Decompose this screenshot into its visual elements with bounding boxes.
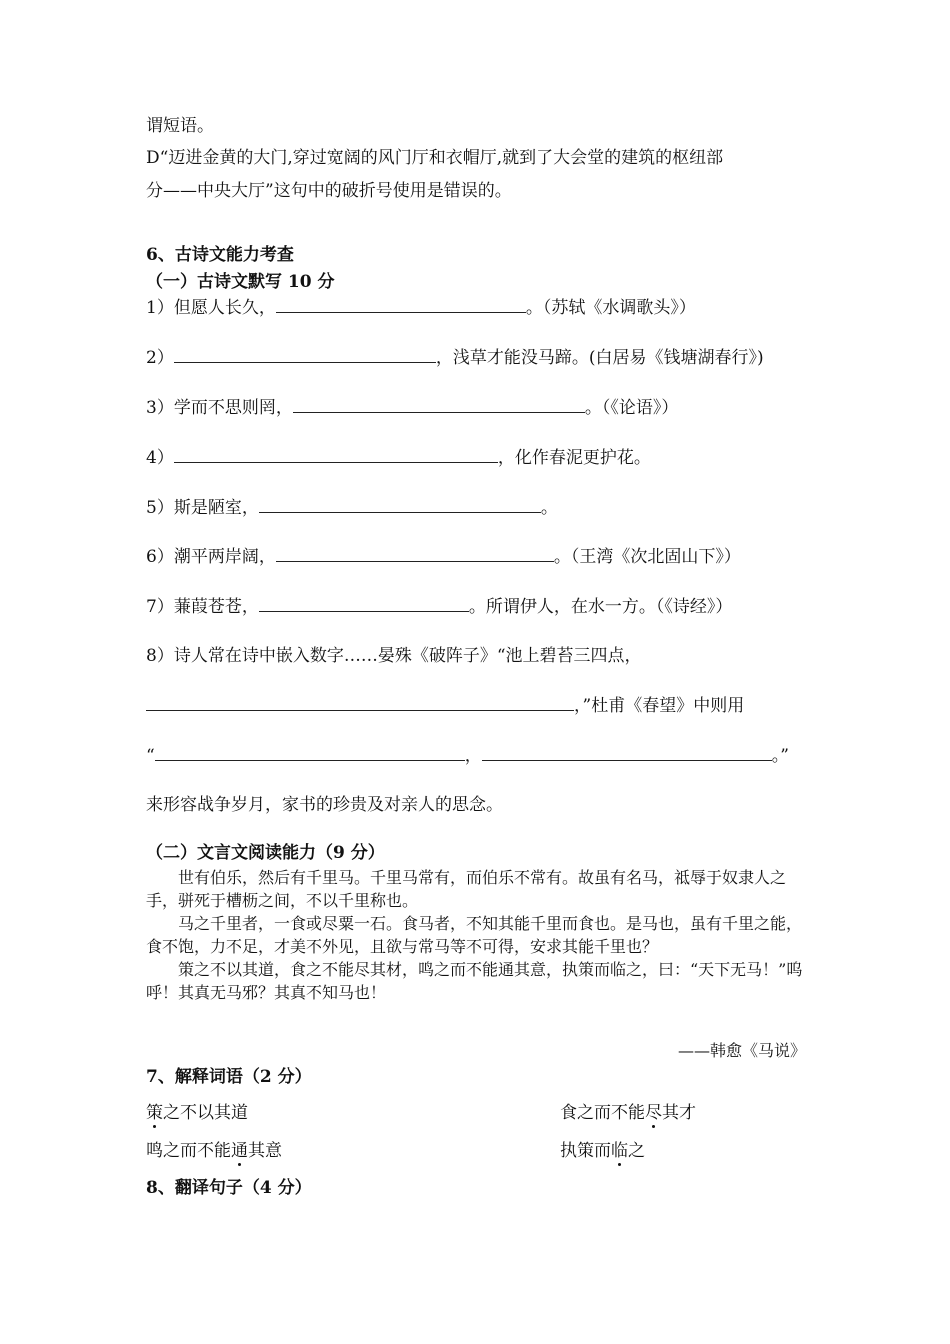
fill-item-6 [146,545,741,568]
answer-blank[interactable] [174,346,436,363]
item-text: 。 [540,498,558,518]
item-text: ，浅草才能没马蹄。(白居易《钱塘湖春行》) [435,348,764,368]
answer-blank[interactable] [276,545,554,562]
fill-item-7 [146,595,732,618]
emphasized-char: 临 [611,1141,628,1161]
fill-item-8-line1: 8）诗人常在诗中嵌入数字……晏殊《破阵子》“池上碧苔三四点， [146,646,642,666]
item-text: 6）潮平两岸阔， [146,547,276,567]
answer-blank[interactable] [174,446,498,463]
fill-item-3 [146,396,678,419]
phrase-text: 食之而不能 [560,1103,645,1123]
fill-item-8-line4: 来形容战争岁月，家书的珍贵及对亲人的思念。 [146,795,503,815]
item-text: 7）蒹葭苍苍， [146,597,259,617]
answer-blank[interactable] [155,744,465,761]
item-text: 2） [146,348,174,368]
phrase-2 [560,1102,696,1124]
answer-blank[interactable] [276,296,526,313]
passage-signature: ——韩愈《马说》 [677,1041,806,1060]
answer-blank[interactable] [259,496,541,513]
passage-paragraph: 马之千里者，一食或尽粟一石。食马者，不知其能千里而食也。是马也，虽有千里之能，食不饱，力不足，才美不外见，且欲与常马等不可得，安求其能千里也？ [146,914,803,956]
passage-paragraph: 世有伯乐，然后有千里马。千里马常有，而伯乐不常有。故虽有名马，祗辱于奴隶人之手，骈死于槽枥之间，不以千里称也。 [146,868,787,910]
item-text: 1）但愿人长久， [146,298,276,318]
fill-item-2 [146,346,764,369]
text-line: D“迈进金黄的大门,穿过宽阔的风门厅和衣帽厅,就到了大会堂的建筑的枢纽部 [146,148,724,168]
passage-paragraph: 策之不以其道，食之不能尽其材，鸣之而不能通其意，执策而临之，曰：“天下无马！”呜呼！其真无马邪？其真不知马也！ [146,960,803,1002]
fill-item-8-line2 [146,694,744,717]
item-text: ， [464,746,482,766]
subsection-title: （一）古诗文默写 10 分 [146,272,335,292]
item-text: ，化作春泥更护花。 [497,448,651,468]
item-text: 3）学而不思则罔， [146,398,293,418]
phrase-text: 鸣之而不能 [146,1141,231,1161]
text-line: 分——中央大厅”这句中的破折号使用是错误的。 [146,181,512,201]
fill-item-8-line3 [146,744,789,767]
answer-blank[interactable] [259,595,469,612]
phrase-text: 之不以其道 [163,1103,248,1123]
item-text: 。” [771,746,789,766]
phrase-1 [146,1102,248,1124]
answer-blank[interactable] [482,744,772,761]
item-text: 。（苏轼《水调歌头》） [525,298,696,318]
answer-blank[interactable] [146,694,574,711]
section-title: 8、翻译句子（4 分） [146,1178,312,1198]
phrase-text: 执策而 [560,1141,611,1161]
item-text: 4） [146,448,174,468]
fill-item-1 [146,296,696,319]
phrase-text: 其意 [248,1141,282,1161]
item-text: 。（《论语》） [584,398,679,418]
emphasized-char: 尽 [645,1103,662,1123]
item-text: 。（王湾《次北固山下》） [553,547,741,567]
answer-blank[interactable] [293,396,585,413]
fill-item-4 [146,446,651,469]
item-text: “ [146,746,155,766]
fill-item-5 [146,496,558,519]
subsection-title: （二）文言文阅读能力（9 分） [146,843,385,863]
emphasized-char: 通 [231,1141,248,1161]
phrase-3 [146,1140,282,1162]
item-text: 5）斯是陋室， [146,498,259,518]
section-title: 6、古诗文能力考查 [146,245,294,265]
item-text: 。所谓伊人，在水一方。（《诗经》） [468,597,733,617]
item-text: ，”杜甫《春望》中则用 [574,696,745,716]
classical-passage [146,866,806,1004]
section-title: 7、解释词语（2 分） [146,1067,312,1087]
phrase-text: 其才 [662,1103,696,1123]
phrase-text: 之 [628,1141,645,1161]
phrase-4 [560,1140,645,1162]
text-line: 谓短语。 [146,116,214,136]
emphasized-char: 策 [146,1103,163,1123]
